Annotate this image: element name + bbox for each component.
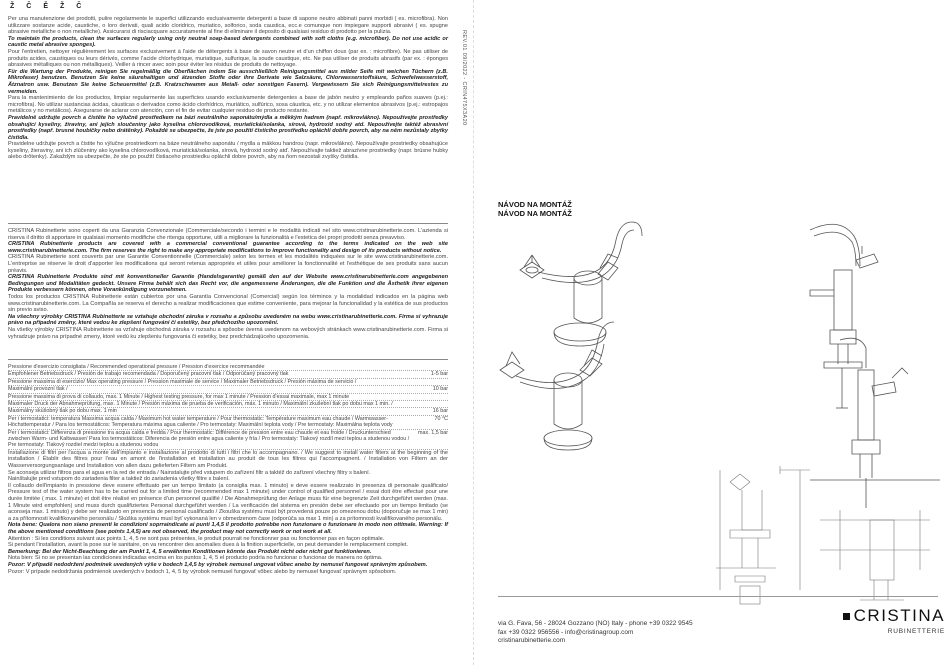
cleaning-para: Pravidelne udržujte povrch a čistite ho výlučne prostriedkom na báze neutrálneho saponátu / mydla a mäkkou handrou (napr. mikrovlákno). Nepoužívajte prostriedky obsahujúce kyseliny, žieraviny, ani ich zlúčeniny ako kyselina chlorovodíková, muriatická/solanka, sírová, hydroxid sodný atď. Nepoužívajte taktiež abrazívne prostriedky (napr. brúsne hubky alebo drôtenky). Zakaždým sa ubezpečte, že ste po použití čistiaceho prostriedku opláchli dobre povrch, aby na ňom nezostali zvyšky čistidla. bbox=[8, 141, 448, 161]
header-characters bbox=[10, 3, 448, 10]
cleaning-para: Per una manutenzione dei prodotti, pulire regolarmente le superfici utilizzando esclusivamente detergenti a base di sapone neutro abbinati panni morbidi ( es. microfibra). Non utilizzare sostanze acide, caustiche, o loro derivati, quali acido cloridrico, muriatico, solforico, soda caustica, ecc.e comunque non impiegare supporti abrasivi ( es. spugne abrasive metalliche o non metalliche). Assicurarsi di risciacquare accuratamente al fine di eliminare il deposito di qualsiasi residuo di prodotto per la pulizia. bbox=[8, 16, 448, 36]
brand-subtitle: RUBINETTERIE bbox=[887, 628, 945, 635]
cleaning-para: Para la mantenimiento de los productos, limpiar regularmente las superficies usando exclusivamente detergentes a base de jabón neutro y empleando paños suaves (p.ej.: microfibra). No utilizar sustancias ácidas, cáusticas o derivados como ácido clorhídrico, muriático, sulfúrico, sosa cáustica, etc. y no utilizar elementos abrasivos (p.ej.: estropajos metálicos y no metálicos). Asegurarse de aclarar con atención, con el fin de evitar cualquier residuo de producto restante. bbox=[8, 95, 448, 115]
product-drawings bbox=[480, 220, 950, 620]
logo-square-icon bbox=[843, 613, 850, 620]
dimension-drawing bbox=[716, 466, 930, 604]
pressure-row: Pressione massima di prova di collaudo, max. 1 Minute / Highest testing pressure, for max 1 minute / Pression d'essai maximale, max 1 minute bbox=[8, 394, 448, 401]
warranty-para: CRISTINA Rubinetterie sono coperti da una Garanzia Convenzionale (Commerciale/secondo i termini e le modalità indicati nel sito www.cristinarubinetterie.com. L'azienda si riserva il diritto di apportare in qualsiasi momento modifiche che ritenga opportune, utili a migliorare la funzionalità e l'estetica dei propri prodotti senza preavviso. bbox=[8, 228, 448, 241]
faucet-perspective-drawing-2 bbox=[500, 322, 614, 450]
title-line: NÁVOD NA MONTÁŽ bbox=[498, 209, 572, 218]
install-para: Attention : Si les conditions suivant aux points 1, 4, 5 ne sont pas présentes, le produit pourrait ne fonctionner pas ou fonctionner pas en façon optimale. bbox=[8, 535, 385, 542]
pressure-row: Maximální provozní tlak / 10 bar bbox=[8, 386, 448, 393]
cleaning-para: Pour l'entretien, nettoyer régulièrement les surfaces exclusivement à l'aide de détergents à base de savon neutre et d'un chiffon doux (par ex. : microfibre). Ne pas utiliser de produits acides, caustiques ou leurs dérivés, comme l'acide chlorhydrique, muriatique, sulfurique, la soude caustique, etc. Ne pas utiliser de produits abrasifs (par ex. : éponges abrasives métalliques ou non métalliques). Veiller à rincer avec soin pour éviter les résidus de produits de nettoyage. bbox=[8, 48, 448, 69]
company-contact bbox=[498, 620, 693, 646]
cleaning-para: Pravidelně udržujte povrch a čistěte ho výlučně prostředkem na bázi neutrálního saponátu/mýdla a měkkým hadrem (např. mikrovlákno). Nepoužívejte prostředky obsahující kyseliny, žíraviny, ani jejich sloučeniny jako kyselina chlorovodíková, muriatická/solanka, sírová, hydroxid sodný atd. Nepoužívejte taktéž abrasivní prostředky (např. brusné houbičky nebo drátěnky). Pokaždé se ubezpečte, že jste po použití čisticího prostředku opláchli dobře povrch, aby na něm nezůstaly zbytky čistidla. bbox=[8, 114, 448, 141]
install-para: Nota bene: Qualora non siano presenti le condizioni soprraindicate ai punti 1,4,5 il prodotto potrebbe non funzionare o funzionare in modo non ottimale. Warning: If the above mentioned conditions (see points 1,4,5) are not observed, the product may not correctly work or not work at all. bbox=[8, 522, 448, 535]
divider bbox=[8, 223, 448, 224]
website-line: cristinarubinetterie.com bbox=[498, 637, 566, 645]
warranty-para: CRISTINA Rubinetterie products are covered with a commercial conventional guarantee according to the terms indicated on the web site www.cristinarubinetterie.com. The firm reserves the right to make any appropriate modifications to improve functionality and design of its products without notice. bbox=[8, 241, 448, 254]
install-para: Il collaudo dell'impianto in pressione deve essere effettuato per un tempo limitato (a consiglia max. 1 minuto) e deve essere realizzato in presenza di personale qualificato/ Pressure test of the water system has to be carried out for a limited time (recommended max 1 minute) under control of qualified personnel / essai doit être effectué pour une durée limitée ( max. 1 minute) et doit être réalisé en présence d'un personnel qualifié / Die Abnahmeprüfung der Anlage muss für eine begrenzte Zeit durchgeführt werden (max. 1 Minute wird empfohlen) und muss durch qualifiziertes Personal durchgeführt werden / La verificación del sistema en presión debe ser efectuado por un tiempo limitado (se aconseja max. 1 minuto) y debe ser realizado en presencia de personal cualificado / Zkouška systému musí být provedená pouze po omezenou dobu (doporučuje se max 1 min) a za přítomnosti kvalifikovaného personálu / Skúška systému musí byť vykonaná len v obmedzenom čase (odporúča sa max 1 min) a za prítomnosti kvalifikovaného personálu. bbox=[8, 482, 448, 522]
header-char: Č bbox=[26, 3, 32, 10]
fax-email-line: fax +39 0322 956556 - info@cristinagroup.com bbox=[498, 628, 634, 636]
pressure-row: Maximálny skúšobný tlak po dobu max. 1 min 16 bar bbox=[8, 408, 448, 415]
install-para: Pozor: V prípade nedodržania podmienok uvedených v bodoch 1, 4, 5 by výrobok nemusel fungovať vôbec alebo by nemusel fungovať správnym spôsobom. bbox=[8, 568, 397, 575]
manual-title bbox=[498, 200, 572, 218]
header-char: Ě bbox=[43, 3, 49, 10]
pressure-row: Pressione d'esercizio consigliata / Recommended operational pressure / Pression d'exercice recommandée bbox=[8, 364, 448, 371]
specs-section bbox=[8, 355, 448, 575]
install-para: Nainštalujte pred vstupom do zariadenia filter a taktiež do zariadenia všetky filtre s balení. bbox=[8, 476, 230, 483]
faucet-front-view-drawing bbox=[810, 338, 940, 508]
cleaning-section bbox=[8, 16, 448, 161]
address-line: via G. Fava, 56 - 28024 Gozzano (NO) Italy - phone +39 0322 9545 bbox=[498, 620, 693, 627]
install-para: Se aconseja utilizar filtros para el agua en la red de entrada / Nainstalujte před vstupem do zařízení filtr a taktéž do zařízení všechny filtry s balení. bbox=[8, 469, 371, 476]
brand-logo bbox=[825, 606, 945, 635]
brand-name: CRISTINA bbox=[853, 606, 945, 625]
header-char: Ž bbox=[60, 3, 65, 10]
faucet-side-view-drawing bbox=[810, 224, 878, 408]
warranty-para: Todos los productos CRISTINA Rubinetterie están cubiertos por una Garantía Convencional (Comercial) según los términos y la modalidad indicados en la página web www.cristinarubinetterie.com. La Compañía se reserva el derecho a realizar modificaciones que estime conveniente, para mejorar la funcionalidad y la estética de sus productos sin previo aviso. bbox=[8, 293, 448, 314]
left-text-column bbox=[8, 0, 448, 665]
fold-line bbox=[473, 0, 474, 665]
cleaning-para: Für die Wartung der Produkte, reinigen Sie regelmäßig die Oberflächen indem Sie ausschließlich Reinigungsmittel aus milder Seife mit weichen Tüchern (z.B. Mikrofaser) benutzen. Benutzen Sie keine säurehaltigen und ätzenden Stoffe oder ihre Derivate wie Salzsäure, Chlorwasserstoffsäure, Schwefelwasserstoff, Ätznatron usw. Benutzen Sie keine Scheuermittel (z.B. Kratzschwamm aus Metall- oder sonstigen Fasern). Vergewissern Sie sich Reinigungsmittelrestes zu vermeiden. bbox=[8, 68, 448, 95]
install-para: Pozor: V případě nedodržení podmínek uvedených výše v bodech 1,4,5 by výrobek nemusel ungovat vůbec anebo by nemusel fungovat správným způsobem. bbox=[8, 561, 428, 568]
warranty-para: Na všechny výrobky CRISTINA Rubinetterie se vztahuje obchodní záruka v rozsahu a způsobu uvedeném na webu www.cristinarubinetterie.com. Firma si vyhrazuje právo na případné změny, které vedou ke zlepšení fungování či estetiky, bez předchozího upozornění. bbox=[8, 313, 448, 327]
warranty-section bbox=[8, 219, 448, 340]
header-char: Č bbox=[76, 3, 82, 10]
pressure-row: Pressione massima di esercizio/ Max operating pressure / Pression maximale de service / Maximaler Betriebsdruck / Presión máxima de servicio / bbox=[8, 379, 448, 386]
warranty-para: CRISTINA Rubinetterie sont couverts par une Garantie Conventionnelle (Commerciale) selon les termes et les modalités indiquées sur le site www.cristinarubinetterie.com. L'entreprise se réserve le droit d'apporter les modifications qui seront retenus appropriés et utiles pour améliorer la fonctionnalité et l'esthétique de ses produits sans aucun préavis. bbox=[8, 254, 448, 274]
pressure-row: Per i termostatici: Differenza di pressione tra acqua calda e fredda / Pour thermostatic: Différence de pression entre eau chaude et eau froide / Druckunterschied zwischen Warm- und Kaltwasser/ Para los termostáticos: Diferencia de presión entre agua caliente y fría / Pro termostaty: Tlakový rozdíl mezi teplou a studenou vodou / Pre termostaty: Tlakový rozdiel medzi teplou a studenou vodou max. 1,5 bar bbox=[8, 429, 448, 449]
install-para: Bemerkung: Bei der Nicht-Beachtung der am Punkt 1, 4, 5 erwähnten Konditionen könnte das Produkt nicht oder nicht gut funktionieren. bbox=[8, 548, 372, 555]
install-para: Si pendant l'installation, avant la pose sur le sanitaire, on va rencontrer des anomalies dues à la finition superficielle, on peut demander le remplacement complet. bbox=[8, 542, 409, 549]
pressure-row: Empfohlener Betriebsdruck / Presión de trabajo recomendada / Doporučený pracovní tlak / Odporúčaný pracovný tlak 1-5 bar bbox=[8, 371, 448, 378]
cleaning-para: To maintain the products, clean the surfaces regularly using only neutral soap-based detergents combined with soft cloths (e.g. microfiber). Do not use acidic or caustic metal abrasive sponges). bbox=[8, 35, 448, 49]
warranty-para: CRISTINA Rubinetterie Produkte sind mit konventioneller Garantie (Handelsgarantie) gemäß den auf der Website www.cristinarubinetterie.com angegebenen Bedingungen und Modalitäten gedeckt. Unsere Firma behält sich das Recht vor, die angemessene Änderungen, die die Funktion und die Ästhetik ihrer eigenen Produkte verbessern können, ohne Vorankündigung vorzunehmen. bbox=[8, 274, 448, 294]
pressure-row: Maximaler Druck der Abnahmeprüfung, max. 1 Minute / Presión máxima de prueba de verificación, máx. 1 minuto / Maximální zkušební tlak po dobu max 1 min. / bbox=[8, 401, 448, 408]
warranty-para: Na všetky výrobky CRISTINA Rubinetterie sa vzťahuje obchodná záruka v rozsahu a spôsobe úverná uvedenom na webových stránkach www.cristinarubinetterie.com. Firma si vyhradzuje právo na prípadné zmeny, ktoré vedú ku zlepšeniu fungovania či estetiky, bez predchádzajúceho upozornenia. bbox=[8, 326, 448, 340]
install-para: Nota bien: Si no se presentan las condiciones indicadas encima en los puntos 1, 4, 5 el producto podría no funcionar o funcionar de manera no óptima. bbox=[8, 555, 383, 562]
header-char: Ž bbox=[10, 3, 15, 10]
divider bbox=[8, 359, 448, 360]
install-para: Installazione di filtri per l'acqua a monte dell'impianto e installazione al prodotto di tutti i filtri che lo accompagnano. / We suggest to install water filters at the beginning of the installation / Établir des filtres pour l'eau en amont de l'installation et installation au produit de tous les filtres qui l'accompagnent. / Installation von Filtern an der Wasserversorgungsanlage und Installation von allen dazu gelieferten Filtern am Produkt. bbox=[8, 449, 448, 470]
faucet-perspective-drawing bbox=[520, 222, 642, 346]
pressure-row: Per i termostatici: temperatura Massima acqua calda / Maximum hot water temperature / Pour thermostatic: Température maximum eau chaude / Warmwasser-Höchsttemperatur / Para los termostáticos: Temperatura máxima agua caliente / Pro termostaty: Maximální teplota vody / Pre termostaty: Maximálna teplota vody 70 °C bbox=[8, 415, 448, 429]
revision-code: REV.01 09/2022 - CRIN475X3A20 bbox=[461, 30, 467, 126]
footer-divider bbox=[498, 596, 938, 597]
title-line: NÁVOD NA MONTÁŽ bbox=[498, 200, 572, 209]
